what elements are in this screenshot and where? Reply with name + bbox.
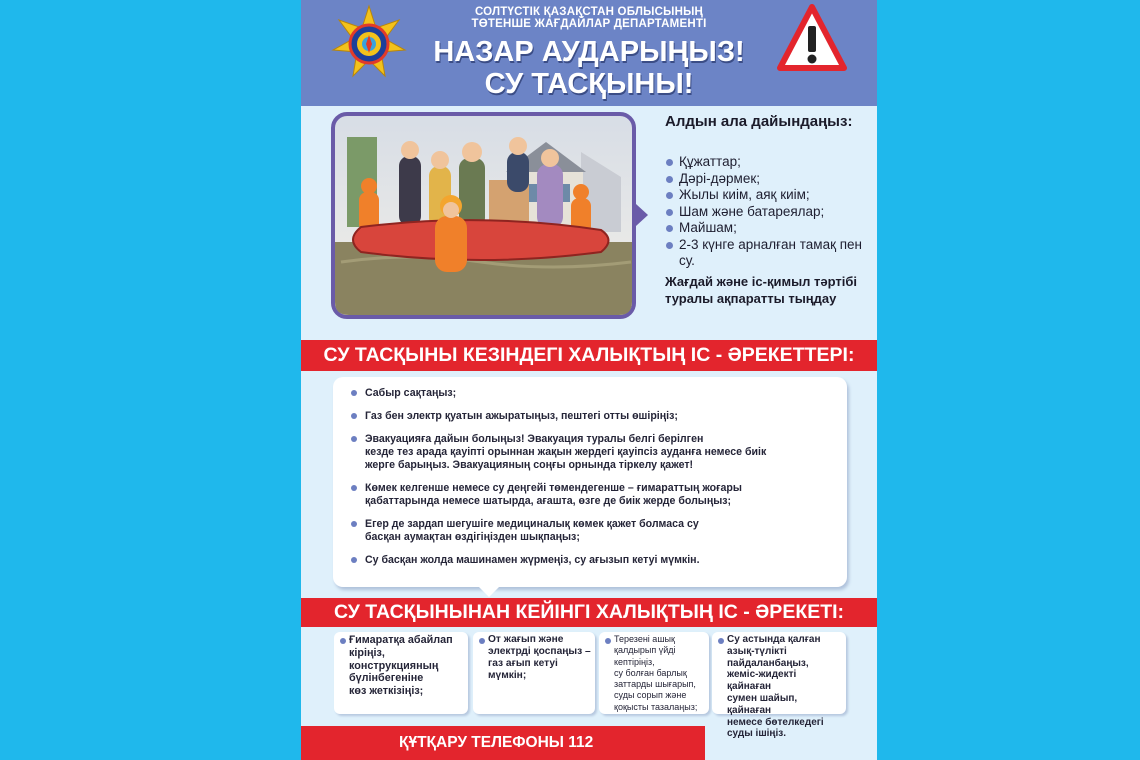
bullet-dot xyxy=(605,638,611,644)
emergency-department-emblem-icon xyxy=(331,4,407,80)
bullet-dot xyxy=(479,638,485,644)
after-flood-heading: СУ ТАСҚЫНЫНАН КЕЙІНГІ ХАЛЫҚТЫҢ ІС - ӘРЕКЕТІ: xyxy=(301,598,877,627)
list-item: Эвакуацияға дайын болыңыз! Эвакуация туралы белгі берілген кезде тез арада қауіпті орыннан жақын жердегі қауіпсіз ауданға немесе биік жерге барыңыз. Эвакуацияның соңғы орнында тіркелу қажет! xyxy=(351,433,837,472)
illustration-pointer xyxy=(636,204,648,226)
during-flood-list xyxy=(333,377,847,567)
after-item-card xyxy=(473,632,595,714)
after-item-card xyxy=(712,632,846,740)
department-line-2: ТӨТЕНШЕ ЖАҒДАЙЛАР ДЕПАРТАМЕНТІ xyxy=(471,18,707,30)
bullet-dot xyxy=(340,638,346,644)
after-item-text: От жағып және электрді қоспаңыз – газ ағып кетуі мүмкін; xyxy=(488,634,591,681)
warning-triangle-icon xyxy=(777,4,847,72)
department-line-1: СОЛТҮСТІК ҚАЗАҚСТАН ОБЛЫСЫНЫҢ xyxy=(474,6,704,18)
info-note: Жағдай және іс-қимыл тәртібі туралы ақпаратты тыңдау xyxy=(665,274,858,306)
list-item: Егер де зардап шегушіге медициналық көмек қажет болмаса су басқан аумақтан өздігіңізден шықпаңыз; xyxy=(351,518,837,544)
during-flood-box xyxy=(333,377,847,587)
prepare-title: Алдын ала дайындаңыз: xyxy=(665,113,853,130)
after-item-card xyxy=(599,632,709,714)
flood-safety-poster xyxy=(301,0,877,760)
list-item: Газ бен электр қуатын ажыратыңыз, пештегі отты өшіріңіз; xyxy=(351,410,837,423)
list-item: Су басқан жолда машинамен жүрмеңіз, су ағызып кетуі мүмкін. xyxy=(351,554,837,567)
list-item: Жылы киім, аяқ киім; xyxy=(665,187,865,204)
after-item-text: Терезені ашық қалдырып үйді кептіріңіз, су болған барлық заттарды шығарып, суды сорып және қоқысты тазалаңыз; xyxy=(614,634,698,712)
after-item-card xyxy=(334,632,468,714)
list-item: 2-3 күнге арналған тамақ пен су. xyxy=(665,237,865,270)
rescue-phone-bar xyxy=(301,726,705,760)
during-flood-heading: СУ ТАСҚЫНЫ КЕЗІНДЕГІ ХАЛЫҚТЫҢ ІС - ӘРЕКЕТТЕРІ: xyxy=(301,340,877,371)
box-pointer xyxy=(479,587,499,597)
list-item: Майшам; xyxy=(665,220,865,237)
list-item: Көмек келгенше немесе су деңгейі төмендегенше – ғимараттың жоғары қабаттарында немесе шатырда, ағашта, өзге де биік жерде болыңыз; xyxy=(351,482,837,508)
flood-rescue-illustration xyxy=(331,112,636,319)
poster-title-line-2: СУ ТАСҚЫНЫ! xyxy=(484,68,694,100)
list-item: Сабыр сақтаңыз; xyxy=(351,387,837,400)
list-item: Құжаттар; xyxy=(665,154,865,171)
prepare-list xyxy=(665,154,865,270)
poster-header xyxy=(301,0,877,106)
list-item: Шам және батареялар; xyxy=(665,204,865,221)
poster-title-line-1: НАЗАР АУДАРЫҢЫЗ! xyxy=(433,36,745,68)
list-item: Дәрі-дәрмек; xyxy=(665,171,865,188)
rescue-phone-label: ҚҰТҚАРУ ТЕЛЕФОНЫ 112 xyxy=(399,734,594,751)
after-item-text: Су астында қалған азық-түлікті пайдаланбаңыз, жеміс-жидекті қайнаған сумен шайып, қайнаған немесе бөтелкедегі суды ішіңіз. xyxy=(727,634,824,740)
bullet-dot xyxy=(718,638,724,644)
after-item-text: Ғимаратқа абайлап кіріңіз, конструкцияның бүлінбегеніне көз жеткізіңіз; xyxy=(349,634,453,698)
